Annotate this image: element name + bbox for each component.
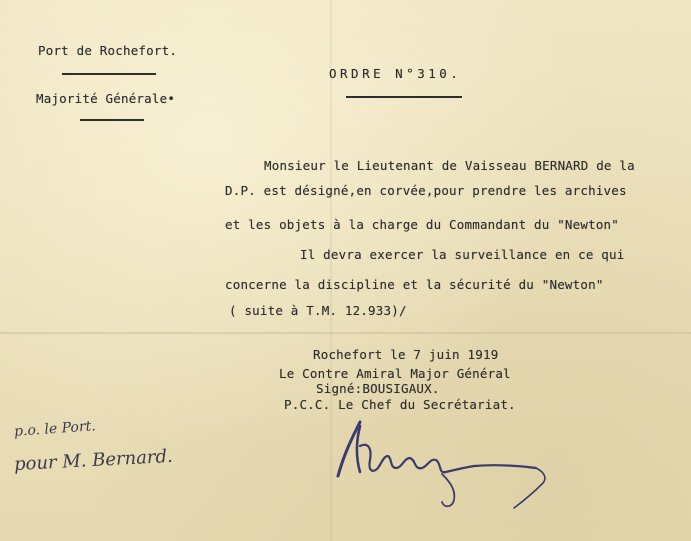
order-title-underline xyxy=(346,96,462,98)
handwritten-note-line-2: pour M. Bernard. xyxy=(13,445,174,476)
closing-place-date: Rochefort le 7 juin 1919 xyxy=(313,347,499,362)
closing-line-4: P.C.C. Le Chef du Secrétariat. xyxy=(284,397,516,412)
header-majorite: Majorité Générale• xyxy=(36,91,176,106)
header-majorite-underline xyxy=(80,119,144,121)
body-line-6: ( suite à T.M. 12.933)/ xyxy=(229,303,407,318)
closing-line-3: Signé:BOUSIGAUX. xyxy=(316,381,440,396)
header-port-underline xyxy=(62,73,156,75)
order-title: ORDRE N°310. xyxy=(329,66,462,81)
body-line-2: D.P. est désigné,en corvée,pour prendre les archives xyxy=(225,183,627,198)
body-line-5: concerne la discipline et la sécurité du "Newton" xyxy=(225,277,604,292)
handwritten-note-line-1: p.o. le Port. xyxy=(13,418,97,440)
fold-crease-horizontal xyxy=(0,332,691,334)
handwritten-signature xyxy=(330,418,570,513)
body-line-4: Il devra exercer la surveillance en ce qui xyxy=(300,247,625,262)
body-line-3: et les objets à la charge du Commandant du "Newton" xyxy=(225,217,620,232)
body-line-1: Monsieur le Lieutenant de Vaisseau BERNARD de la xyxy=(264,158,635,173)
closing-line-2: Le Contre Amiral Major Général xyxy=(279,366,511,381)
header-port: Port de Rochefort. xyxy=(38,43,178,58)
